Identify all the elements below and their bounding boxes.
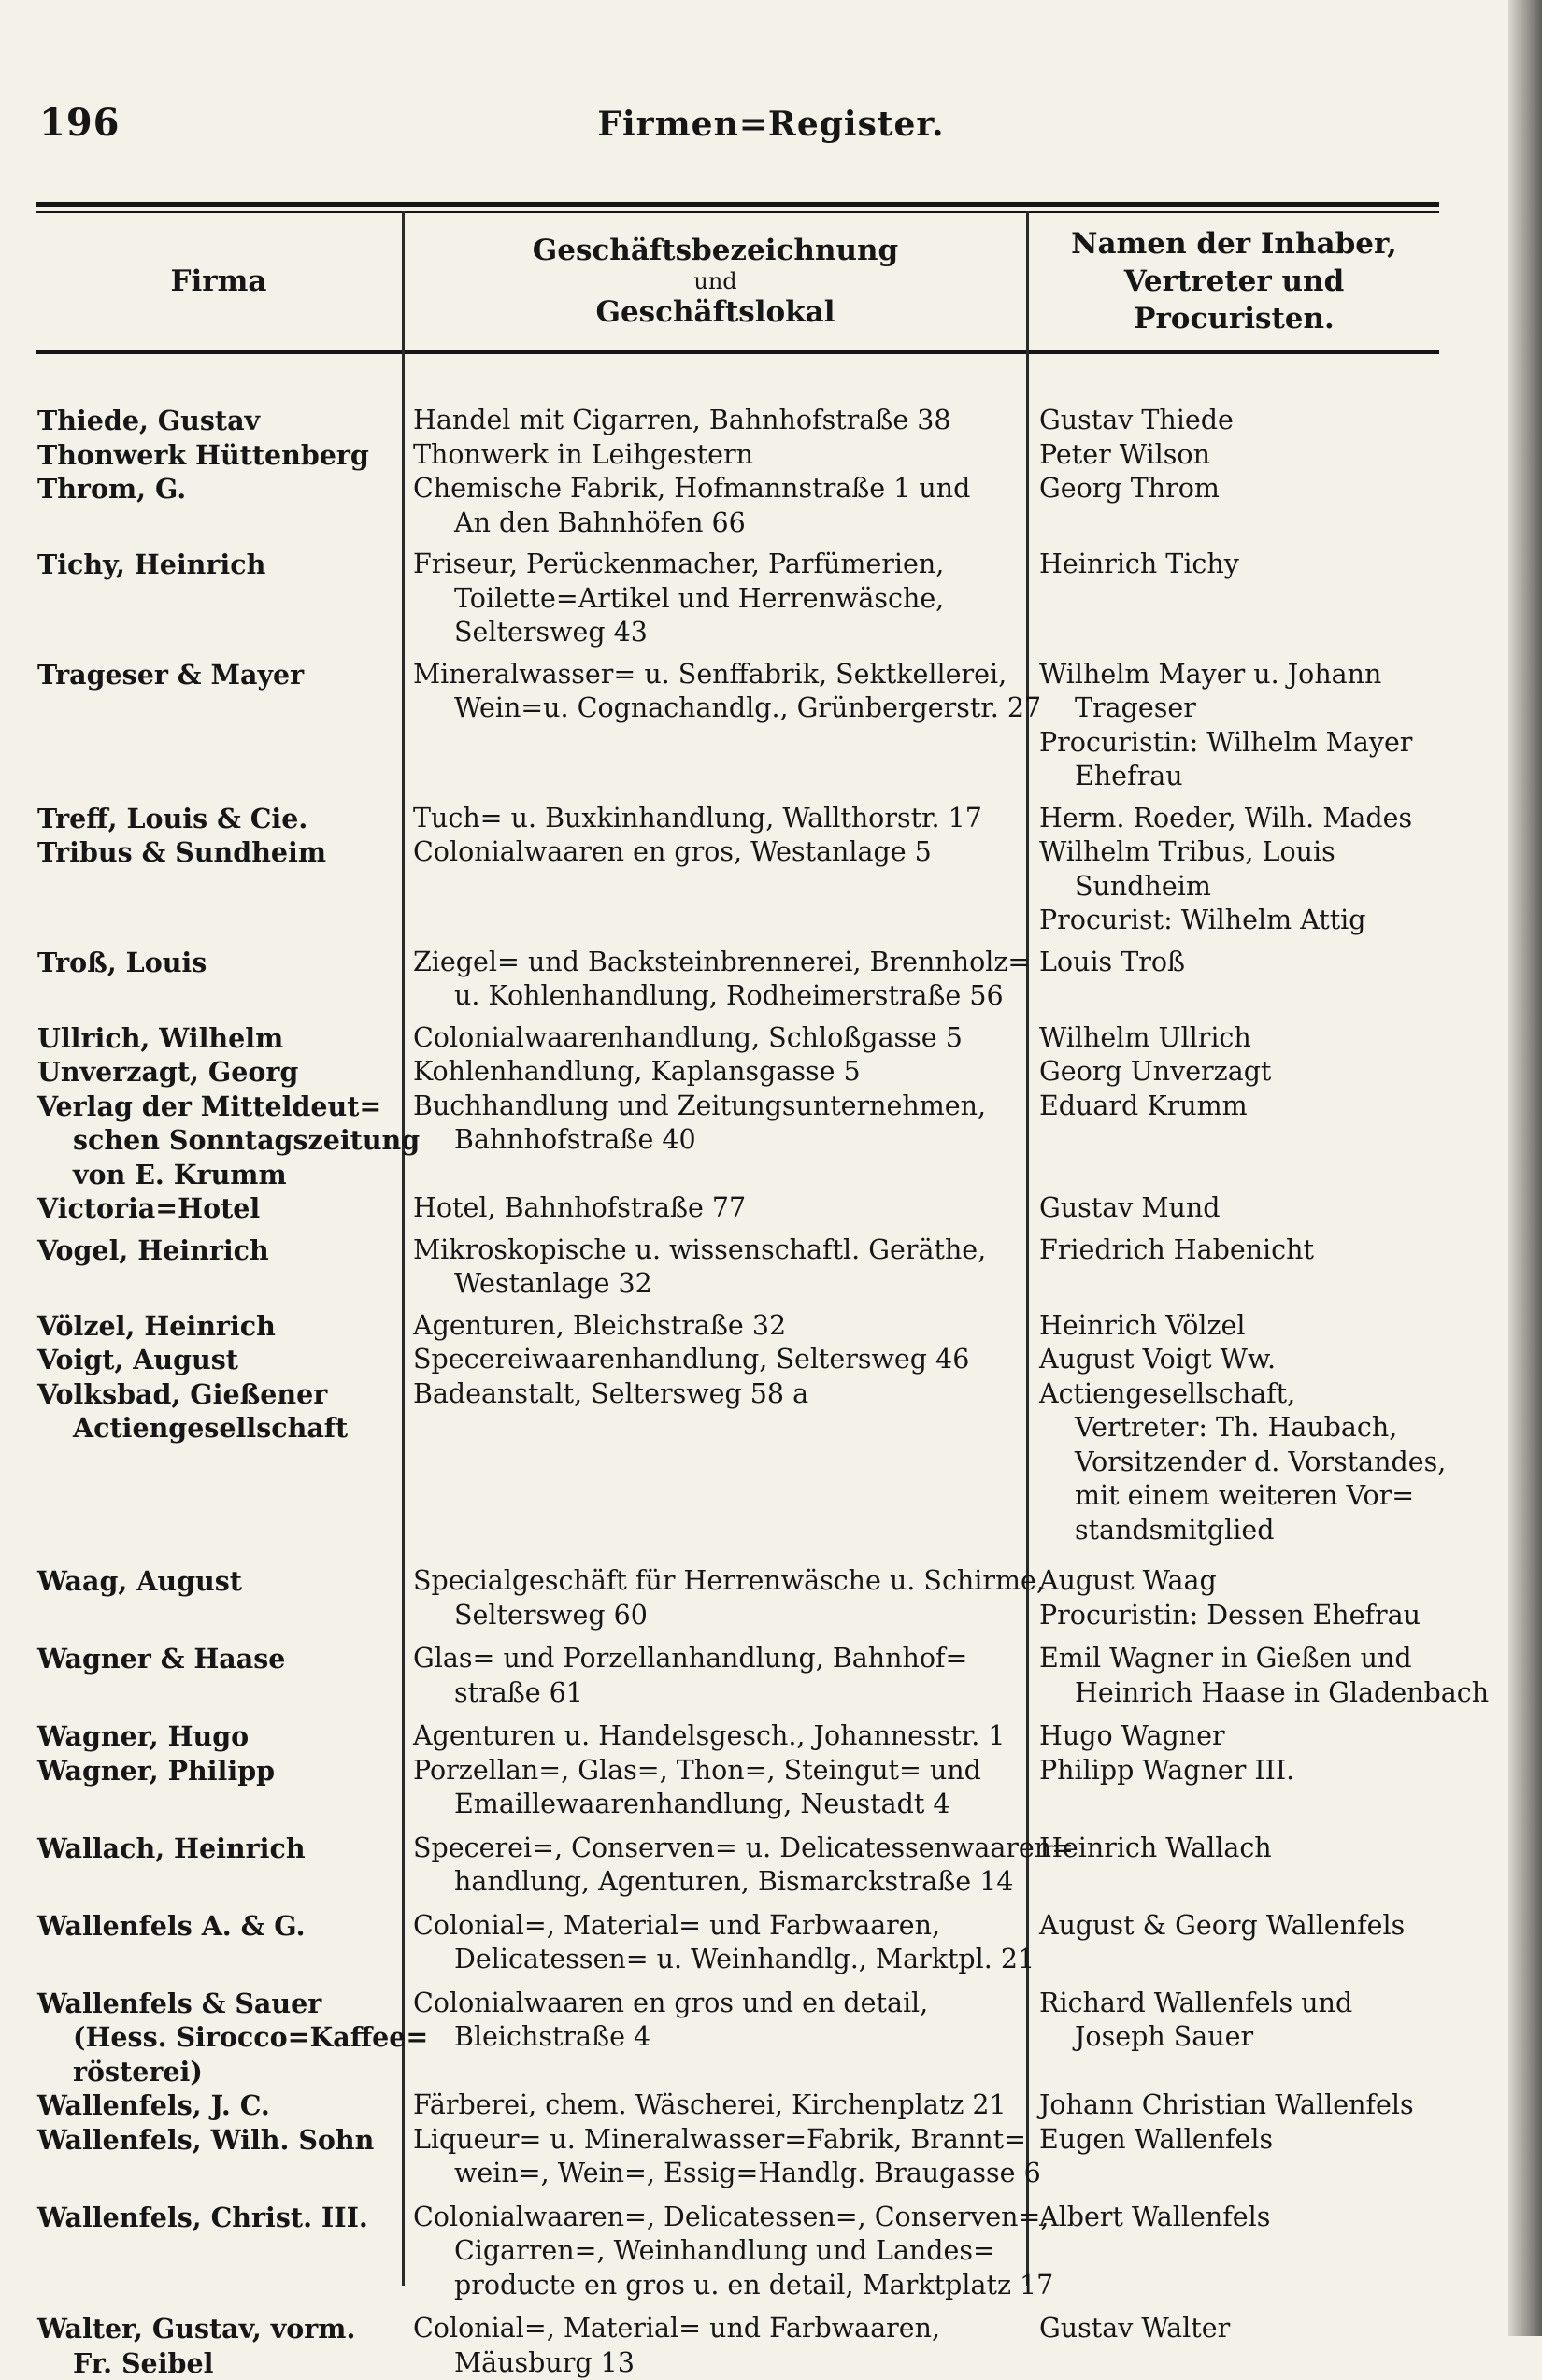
geschaeft-cell [402, 1090, 1026, 1192]
firma-cell [36, 438, 402, 473]
inhaber-cell [1026, 1719, 1439, 1754]
geschaeft-cell [402, 2088, 1026, 2123]
table-row [36, 1309, 1439, 1344]
geschaeft-cell [402, 1564, 1026, 1632]
geschaeft-line: Colonialwaaren=, Delicatessen=, Conserven=, [413, 2201, 1026, 2235]
geschaeft-line: Colonialwaaren en gros und en detail, [413, 1987, 1026, 2021]
inhaber-line: Heinrich Wallach [1039, 1831, 1439, 1866]
inhaber-cell [1026, 2312, 1439, 2380]
inhaber-cell [1026, 2123, 1439, 2191]
firma-cell [36, 835, 402, 938]
firma-line: Wagner, Philipp [37, 1754, 402, 1789]
geschaeft-line: Kohlenhandlung, Kaplansgasse 5 [413, 1055, 1026, 1090]
geschaeft-line: wein=, Wein=, Essig=Handlg. Braugasse 6 [413, 2157, 1026, 2191]
page-edge-shadow [1508, 0, 1542, 2336]
inhaber-cell [1026, 1309, 1439, 1344]
table-row [36, 438, 1439, 473]
firma-line: Treff, Louis & Cie. [37, 802, 402, 836]
inhaber-line: Georg Throm [1039, 472, 1439, 506]
geschaeft-line: Bleichstraße 4 [413, 2020, 1026, 2055]
inhaber-line: Procurist: Wilhelm Attig [1039, 904, 1439, 938]
geschaeft-cell [402, 658, 1026, 794]
firma-cell [36, 1642, 402, 1710]
geschaeft-line: Hotel, Bahnhofstraße 77 [413, 1191, 1026, 1226]
firma-line: Wallenfels, Wilh. Sohn [37, 2123, 402, 2158]
header-rule-thick [36, 202, 1439, 207]
inhaber-cell [1026, 1754, 1439, 1822]
geschaeft-line: Liqueur= u. Mineralwasser=Fabrik, Brannt= [413, 2123, 1026, 2158]
geschaeft-cell [402, 1754, 1026, 1822]
geschaeft-line: Mäusburg 13 [413, 2346, 1026, 2380]
geschaeft-line: Colonialwaaren en gros, Westanlage 5 [413, 835, 1026, 870]
firma-line: Troß, Louis [37, 946, 402, 980]
geschaeft-line: Friseur, Perückenmacher, Parfümerien, [413, 548, 1026, 582]
geschaeft-line: Porzellan=, Glas=, Thon=, Steingut= und [413, 1754, 1026, 1789]
geschaeft-cell [402, 548, 1026, 650]
geschaeft-line: Wein=u. Cognachandlg., Grünbergerstr. 27 [413, 691, 1026, 726]
column-header-inhaber-line2: Vertreter und Procuristen. [1029, 263, 1439, 337]
inhaber-line: Heinrich Tichy [1039, 548, 1439, 582]
inhaber-cell [1026, 1055, 1439, 1090]
inhaber-cell [1026, 835, 1439, 938]
geschaeft-cell [402, 1377, 1026, 1548]
geschaeft-line: Specereiwaarenhandlung, Seltersweg 46 [413, 1343, 1026, 1377]
geschaeft-cell [402, 1055, 1026, 1090]
firma-line: schen Sonntagszeitung [37, 1123, 402, 1158]
firma-line: Walter, Gustav, vorm. [37, 2312, 402, 2346]
firma-cell [36, 1719, 402, 1754]
firma-line: Wagner, Hugo [37, 1719, 402, 1754]
table-row [36, 1564, 1439, 1632]
table-row [36, 1909, 1439, 1977]
firma-cell [36, 1831, 402, 1900]
table-row [36, 1987, 1439, 2089]
geschaeft-cell [402, 835, 1026, 938]
geschaeft-line: Colonial=, Material= und Farbwaaren, [413, 1909, 1026, 1944]
inhaber-line: Ehefrau [1039, 760, 1439, 794]
column-header-geschaeft-line3: Geschäftslokal [405, 293, 1026, 331]
column-header-firma-label: Firma [36, 263, 402, 300]
geschaeft-line: Colonial=, Material= und Farbwaaren, [413, 2312, 1026, 2346]
inhaber-line: Eugen Wallenfels [1039, 2123, 1439, 2158]
geschaeft-line: Seltersweg 60 [413, 1599, 1026, 1633]
inhaber-cell [1026, 1377, 1439, 1548]
table-row [36, 1233, 1439, 1302]
table-row [36, 658, 1439, 794]
inhaber-cell [1026, 1642, 1439, 1710]
firma-cell [36, 1233, 402, 1302]
firma-line: Throm, G. [37, 472, 402, 506]
inhaber-line: Gustav Mund [1039, 1191, 1439, 1226]
table-row [36, 835, 1439, 938]
inhaber-cell [1026, 1987, 1439, 2089]
geschaeft-line: Specialgeschäft für Herrenwäsche u. Schirme, [413, 1564, 1026, 1599]
geschaeft-cell [402, 438, 1026, 473]
table-row [36, 1090, 1439, 1192]
geschaeft-line: Agenturen u. Handelsgesch., Johannesstr. 1 [413, 1719, 1026, 1754]
geschaeft-cell [402, 1831, 1026, 1900]
inhaber-line: Wilhelm Tribus, Louis [1039, 835, 1439, 870]
geschaeft-cell [402, 946, 1026, 1014]
firma-line: Wagner & Haase [37, 1642, 402, 1676]
firma-cell [36, 1021, 402, 1056]
geschaeft-line: Mineralwasser= u. Senffabrik, Sektkellerei, [413, 658, 1026, 692]
inhaber-line: Gustav Walter [1039, 2312, 1439, 2346]
firma-cell [36, 1564, 402, 1632]
firma-cell [36, 658, 402, 794]
inhaber-cell [1026, 1564, 1439, 1632]
firma-line: Wallenfels & Sauer [37, 1987, 402, 2021]
firma-cell [36, 2088, 402, 2123]
page-number: 196 [39, 101, 121, 145]
firma-line: (Hess. Sirocco=Kaffee= [37, 2020, 402, 2055]
geschaeft-cell [402, 404, 1026, 438]
geschaeft-cell [402, 1021, 1026, 1056]
column-header-rule [36, 350, 1439, 354]
inhaber-line: Actiengesellschaft, [1039, 1377, 1439, 1412]
inhaber-line: Vertreter: Th. Haubach, [1039, 1411, 1439, 1446]
inhaber-cell [1026, 2088, 1439, 2123]
geschaeft-cell [402, 1343, 1026, 1377]
firma-line: Tribus & Sundheim [37, 835, 402, 870]
geschaeft-line: Färberei, chem. Wäscherei, Kirchenplatz 21 [413, 2088, 1026, 2123]
firma-line: Thiede, Gustav [37, 404, 402, 438]
inhaber-line: August & Georg Wallenfels [1039, 1909, 1439, 1944]
firma-cell [36, 404, 402, 438]
geschaeft-line: Badeanstalt, Seltersweg 58 a [413, 1377, 1026, 1412]
geschaeft-cell [402, 802, 1026, 836]
firma-cell [36, 1309, 402, 1344]
inhaber-cell [1026, 1233, 1439, 1302]
geschaeft-cell [402, 2123, 1026, 2191]
inhaber-cell [1026, 1831, 1439, 1900]
inhaber-cell [1026, 658, 1439, 794]
column-header-geschaeft [405, 215, 1026, 348]
table-row [36, 2312, 1439, 2380]
table-row [36, 2123, 1439, 2191]
inhaber-cell [1026, 1343, 1439, 1377]
firma-line: Völzel, Heinrich [37, 1309, 402, 1344]
geschaeft-cell [402, 472, 1026, 540]
geschaeft-line: Tuch= u. Buxkinhandlung, Wallthorstr. 17 [413, 802, 1026, 836]
inhaber-line: Wilhelm Mayer u. Johann [1039, 658, 1439, 692]
table-row [36, 1831, 1439, 1900]
geschaeft-line: straße 61 [413, 1676, 1026, 1711]
inhaber-line: Wilhelm Ullrich [1039, 1021, 1439, 1056]
inhaber-cell [1026, 802, 1439, 836]
table-row [36, 946, 1439, 1014]
inhaber-line: Peter Wilson [1039, 438, 1439, 473]
inhaber-line: Procuristin: Wilhelm Mayer [1039, 726, 1439, 761]
geschaeft-line: Colonialwaarenhandlung, Schloßgasse 5 [413, 1021, 1026, 1056]
geschaeft-line: Ziegel= und Backsteinbrennerei, Brennholz= [413, 946, 1026, 980]
firma-line: rösterei) [37, 2055, 402, 2089]
inhaber-cell [1026, 1090, 1439, 1192]
firma-line: Victoria=Hotel [37, 1191, 402, 1226]
table-row [36, 548, 1439, 650]
geschaeft-line: Specerei=, Conserven= u. Delicatessenwaaren= [413, 1831, 1026, 1866]
inhaber-cell [1026, 472, 1439, 540]
geschaeft-line: Seltersweg 43 [413, 616, 1026, 650]
table-row [36, 2088, 1439, 2123]
firma-line: Thonwerk Hüttenberg [37, 438, 402, 473]
geschaeft-line: Bahnhofstraße 40 [413, 1123, 1026, 1158]
geschaeft-line: Mikroskopische u. wissenschaftl. Geräthe, [413, 1233, 1026, 1268]
header-rule-thin [36, 211, 1439, 213]
inhaber-cell [1026, 438, 1439, 473]
table-row [36, 1719, 1439, 1754]
table-row [36, 2201, 1439, 2303]
firma-line: Actiengesellschaft [37, 1411, 402, 1446]
inhaber-line: August Waag [1039, 1564, 1439, 1599]
inhaber-line: Heinrich Völzel [1039, 1309, 1439, 1344]
geschaeft-line: Buchhandlung und Zeitungsunternehmen, [413, 1090, 1026, 1124]
inhaber-cell [1026, 1191, 1439, 1226]
inhaber-line: Herm. Roeder, Wilh. Mades [1039, 802, 1439, 836]
table-row [36, 1191, 1439, 1226]
inhaber-cell [1026, 404, 1439, 438]
firma-cell [36, 1377, 402, 1548]
firma-line: Wallenfels A. & G. [37, 1909, 402, 1944]
geschaeft-cell [402, 1309, 1026, 1344]
geschaeft-cell [402, 1191, 1026, 1226]
table-row [36, 1642, 1439, 1710]
column-header-geschaeft-line1: Geschäftsbezeichnung [405, 232, 1026, 269]
geschaeft-cell [402, 1909, 1026, 1977]
inhaber-line: Procuristin: Dessen Ehefrau [1039, 1599, 1439, 1633]
firma-cell [36, 1343, 402, 1377]
inhaber-cell [1026, 1909, 1439, 1977]
inhaber-line: Philipp Wagner III. [1039, 1754, 1439, 1789]
inhaber-line: mit einem weiteren Vor= [1039, 1479, 1439, 1514]
inhaber-line: standsmitglied [1039, 1514, 1439, 1548]
geschaeft-line: producte en gros u. en detail, Marktplatz 17 [413, 2269, 1026, 2303]
inhaber-line: Friedrich Habenicht [1039, 1233, 1439, 1268]
inhaber-cell [1026, 2201, 1439, 2303]
geschaeft-line: Westanlage 32 [413, 1267, 1026, 1302]
geschaeft-line: Cigarren=, Weinhandlung und Landes= [413, 2234, 1026, 2269]
firma-cell [36, 472, 402, 540]
inhaber-line: Albert Wallenfels [1039, 2201, 1439, 2235]
firma-cell [36, 1754, 402, 1822]
inhaber-line: Joseph Sauer [1039, 2020, 1439, 2055]
inhaber-line: Sundheim [1039, 870, 1439, 905]
inhaber-line: Heinrich Haase in Gladenbach [1039, 1676, 1439, 1711]
inhaber-line: Georg Unverzagt [1039, 1055, 1439, 1090]
inhaber-cell [1026, 946, 1439, 1014]
firma-cell [36, 548, 402, 650]
column-header-inhaber-line1: Namen der Inhaber, [1029, 225, 1439, 263]
inhaber-line: Hugo Wagner [1039, 1719, 1439, 1754]
inhaber-line: Trageser [1039, 691, 1439, 726]
inhaber-cell [1026, 1021, 1439, 1056]
firma-line: Wallenfels, Christ. III. [37, 2201, 402, 2235]
table-row [36, 404, 1439, 438]
firma-line: von E. Krumm [37, 1158, 402, 1192]
inhaber-line: August Voigt Ww. [1039, 1343, 1439, 1377]
firma-line: Ullrich, Wilhelm [37, 1021, 402, 1056]
register-table [36, 404, 1439, 2380]
column-header-geschaeft-line2: und [405, 269, 1026, 293]
geschaeft-line: Glas= und Porzellanhandlung, Bahnhof= [413, 1642, 1026, 1676]
geschaeft-line: handlung, Agenturen, Bismarckstraße 14 [413, 1865, 1026, 1900]
firma-cell [36, 1055, 402, 1090]
firma-cell [36, 1191, 402, 1226]
geschaeft-line: Delicatessen= u. Weinhandlg., Marktpl. 21 [413, 1943, 1026, 1977]
geschaeft-line: Handel mit Cigarren, Bahnhofstraße 38 [413, 404, 1026, 438]
inhaber-line: Gustav Thiede [1039, 404, 1439, 438]
firma-line: Volksbad, Gießener [37, 1377, 402, 1412]
inhaber-line: Johann Christian Wallenfels [1039, 2088, 1439, 2123]
geschaeft-line: Thonwerk in Leihgestern [413, 438, 1026, 473]
inhaber-line: Emil Wagner in Gießen und [1039, 1642, 1439, 1676]
firma-cell [36, 2123, 402, 2191]
firma-line: Vogel, Heinrich [37, 1233, 402, 1268]
firma-line: Fr. Seibel [37, 2346, 402, 2380]
geschaeft-cell [402, 2201, 1026, 2303]
table-row [36, 472, 1439, 540]
table-row [36, 1754, 1439, 1822]
firma-cell [36, 2201, 402, 2303]
geschaeft-line: Chemische Fabrik, Hofmannstraße 1 und [413, 472, 1026, 506]
geschaeft-line: Agenturen, Bleichstraße 32 [413, 1309, 1026, 1344]
geschaeft-cell [402, 1719, 1026, 1754]
geschaeft-line: u. Kohlenhandlung, Rodheimerstraße 56 [413, 979, 1026, 1014]
firma-line: Voigt, August [37, 1343, 402, 1377]
firma-cell [36, 802, 402, 836]
firma-line: Unverzagt, Georg [37, 1055, 402, 1090]
geschaeft-cell [402, 1987, 1026, 2089]
table-row [36, 802, 1439, 836]
inhaber-line: Eduard Krumm [1039, 1090, 1439, 1124]
geschaeft-line: Toilette=Artikel und Herrenwäsche, [413, 582, 1026, 617]
firma-line: Verlag der Mitteldeut= [37, 1090, 402, 1124]
firma-cell [36, 1909, 402, 1977]
inhaber-cell [1026, 548, 1439, 650]
table-row [36, 1055, 1439, 1090]
firma-line: Wallenfels, J. C. [37, 2088, 402, 2123]
running-title: Firmen=Register. [0, 105, 1542, 144]
firma-line: Wallach, Heinrich [37, 1831, 402, 1866]
geschaeft-cell [402, 1642, 1026, 1710]
table-row [36, 1343, 1439, 1377]
geschaeft-cell [402, 1233, 1026, 1302]
inhaber-line: Vorsitzender d. Vorstandes, [1039, 1446, 1439, 1480]
firma-cell [36, 946, 402, 1014]
firma-cell [36, 1090, 402, 1192]
table-row [36, 1021, 1439, 1056]
table-row [36, 1377, 1439, 1548]
geschaeft-line: Emaillewaarenhandlung, Neustadt 4 [413, 1788, 1026, 1822]
firma-cell [36, 1987, 402, 2089]
column-header-firma [36, 215, 402, 348]
column-header-inhaber [1029, 215, 1439, 348]
geschaeft-cell [402, 2312, 1026, 2380]
firma-line: Waag, August [37, 1564, 402, 1599]
inhaber-line: Richard Wallenfels und [1039, 1987, 1439, 2021]
inhaber-line: Louis Troß [1039, 946, 1439, 980]
geschaeft-line: An den Bahnhöfen 66 [413, 506, 1026, 541]
firma-line: Trageser & Mayer [37, 658, 402, 692]
firma-cell [36, 2312, 402, 2380]
firma-line: Tichy, Heinrich [37, 548, 402, 582]
